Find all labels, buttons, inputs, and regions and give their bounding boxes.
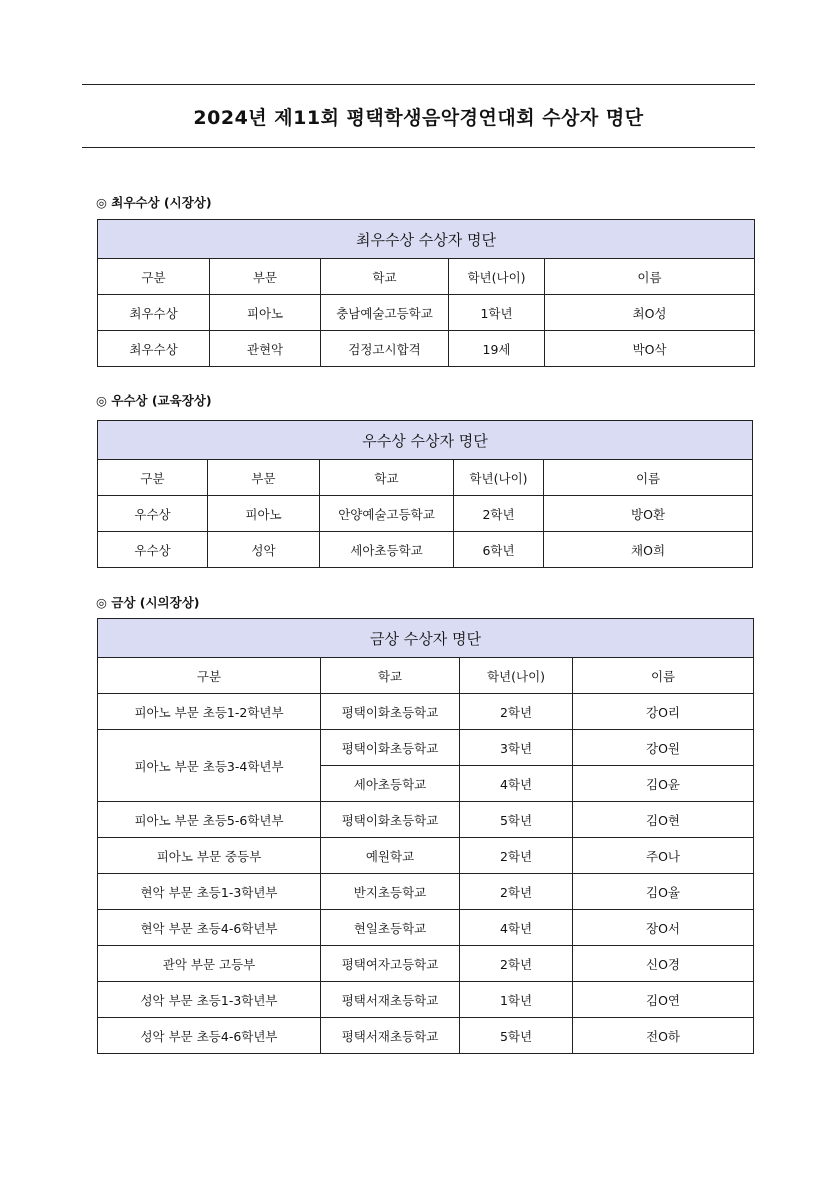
column-header: 이름 bbox=[545, 259, 755, 295]
cell-division: 피아노 bbox=[208, 496, 320, 532]
cell-name: 김O현 bbox=[573, 802, 754, 838]
cell-grade: 3학년 bbox=[460, 730, 573, 766]
cell-school: 충남예술고등학교 bbox=[321, 295, 449, 331]
cell-grade: 2학년 bbox=[460, 946, 573, 982]
table-row bbox=[98, 874, 754, 910]
section-label-grand-prize: ◎ 최우수상 (시장상) bbox=[96, 195, 212, 210]
column-header: 부문 bbox=[208, 460, 320, 496]
table-title: 최우수상 수상자 명단 bbox=[98, 220, 755, 259]
column-header: 구분 bbox=[98, 658, 321, 694]
cell-school: 검정고시합격 bbox=[321, 331, 449, 367]
cell-division: 관악 부문 고등부 bbox=[98, 946, 321, 982]
cell-name: 강O리 bbox=[573, 694, 754, 730]
cell-name: 주O나 bbox=[573, 838, 754, 874]
cell-school: 평택이화초등학교 bbox=[321, 694, 460, 730]
cell-category: 최우수상 bbox=[98, 295, 210, 331]
column-header: 학년(나이) bbox=[454, 460, 544, 496]
cell-school: 평택서재초등학교 bbox=[321, 1018, 460, 1054]
cell-grade: 2학년 bbox=[460, 694, 573, 730]
cell-school: 평택서재초등학교 bbox=[321, 982, 460, 1018]
page-title: 2024년 제11회 평택학생음악경연대회 수상자 명단 bbox=[82, 84, 755, 148]
cell-name: 강O원 bbox=[573, 730, 754, 766]
cell-division: 현악 부문 초등1-3학년부 bbox=[98, 874, 321, 910]
table-row bbox=[98, 838, 754, 874]
cell-grade: 2학년 bbox=[454, 496, 544, 532]
gold-prize-table bbox=[97, 618, 754, 1054]
excellence-table bbox=[97, 420, 753, 568]
cell-grade: 1학년 bbox=[449, 295, 545, 331]
cell-grade: 5학년 bbox=[460, 1018, 573, 1054]
cell-name: 김O윤 bbox=[573, 766, 754, 802]
cell-division: 성악 부문 초등4-6학년부 bbox=[98, 1018, 321, 1054]
cell-school: 세아초등학교 bbox=[321, 766, 460, 802]
table-row bbox=[98, 532, 753, 568]
cell-name: 신O경 bbox=[573, 946, 754, 982]
cell-division: 피아노 bbox=[210, 295, 321, 331]
cell-grade: 5학년 bbox=[460, 802, 573, 838]
cell-name: 김O연 bbox=[573, 982, 754, 1018]
cell-school: 반지초등학교 bbox=[321, 874, 460, 910]
cell-grade: 2학년 bbox=[460, 874, 573, 910]
cell-division: 피아노 부문 초등1-2학년부 bbox=[98, 694, 321, 730]
cell-grade: 1학년 bbox=[460, 982, 573, 1018]
cell-category: 우수상 bbox=[98, 532, 208, 568]
column-header: 구분 bbox=[98, 460, 208, 496]
cell-name: 박O삭 bbox=[545, 331, 755, 367]
table-title: 금상 수상자 명단 bbox=[98, 619, 754, 658]
cell-division: 피아노 부문 중등부 bbox=[98, 838, 321, 874]
table-row bbox=[98, 910, 754, 946]
cell-school: 안양예술고등학교 bbox=[320, 496, 454, 532]
cell-name: 방O환 bbox=[544, 496, 753, 532]
column-header: 학교 bbox=[321, 658, 460, 694]
cell-division: 성악 부문 초등1-3학년부 bbox=[98, 982, 321, 1018]
table-row bbox=[98, 1018, 754, 1054]
section-label-excellence: ◎ 우수상 (교육장상) bbox=[96, 393, 212, 408]
cell-division: 관현악 bbox=[210, 331, 321, 367]
table-row bbox=[98, 694, 754, 730]
table-title: 우수상 수상자 명단 bbox=[98, 421, 753, 460]
cell-name: 김O율 bbox=[573, 874, 754, 910]
table-row bbox=[98, 331, 755, 367]
cell-school: 평택여자고등학교 bbox=[321, 946, 460, 982]
column-header: 부문 bbox=[210, 259, 321, 295]
table-row bbox=[98, 946, 754, 982]
column-header: 이름 bbox=[573, 658, 754, 694]
cell-grade: 4학년 bbox=[460, 766, 573, 802]
cell-school: 평택이화초등학교 bbox=[321, 802, 460, 838]
table-row bbox=[98, 982, 754, 1018]
cell-name: 장O서 bbox=[573, 910, 754, 946]
table-row bbox=[98, 730, 754, 766]
column-header: 구분 bbox=[98, 259, 210, 295]
cell-grade: 2학년 bbox=[460, 838, 573, 874]
column-header: 학교 bbox=[321, 259, 449, 295]
cell-school: 현일초등학교 bbox=[321, 910, 460, 946]
cell-grade: 6학년 bbox=[454, 532, 544, 568]
cell-name: 전O하 bbox=[573, 1018, 754, 1054]
cell-school: 평택이화초등학교 bbox=[321, 730, 460, 766]
cell-division: 현악 부문 초등4-6학년부 bbox=[98, 910, 321, 946]
cell-category: 최우수상 bbox=[98, 331, 210, 367]
cell-division: 성악 bbox=[208, 532, 320, 568]
cell-division: 피아노 부문 초등3-4학년부 bbox=[98, 730, 321, 802]
table-row bbox=[98, 295, 755, 331]
cell-name: 채O희 bbox=[544, 532, 753, 568]
cell-grade: 19세 bbox=[449, 331, 545, 367]
cell-school: 세아초등학교 bbox=[320, 532, 454, 568]
table-row bbox=[98, 496, 753, 532]
table-row bbox=[98, 802, 754, 838]
cell-school: 예원학교 bbox=[321, 838, 460, 874]
cell-category: 우수상 bbox=[98, 496, 208, 532]
column-header: 학년(나이) bbox=[460, 658, 573, 694]
cell-division: 피아노 부문 초등5-6학년부 bbox=[98, 802, 321, 838]
cell-grade: 4학년 bbox=[460, 910, 573, 946]
grand-prize-table bbox=[97, 219, 755, 367]
section-label-gold: ◎ 금상 (시의장상) bbox=[96, 595, 200, 610]
column-header: 학교 bbox=[320, 460, 454, 496]
column-header: 이름 bbox=[544, 460, 753, 496]
column-header: 학년(나이) bbox=[449, 259, 545, 295]
cell-name: 최O성 bbox=[545, 295, 755, 331]
